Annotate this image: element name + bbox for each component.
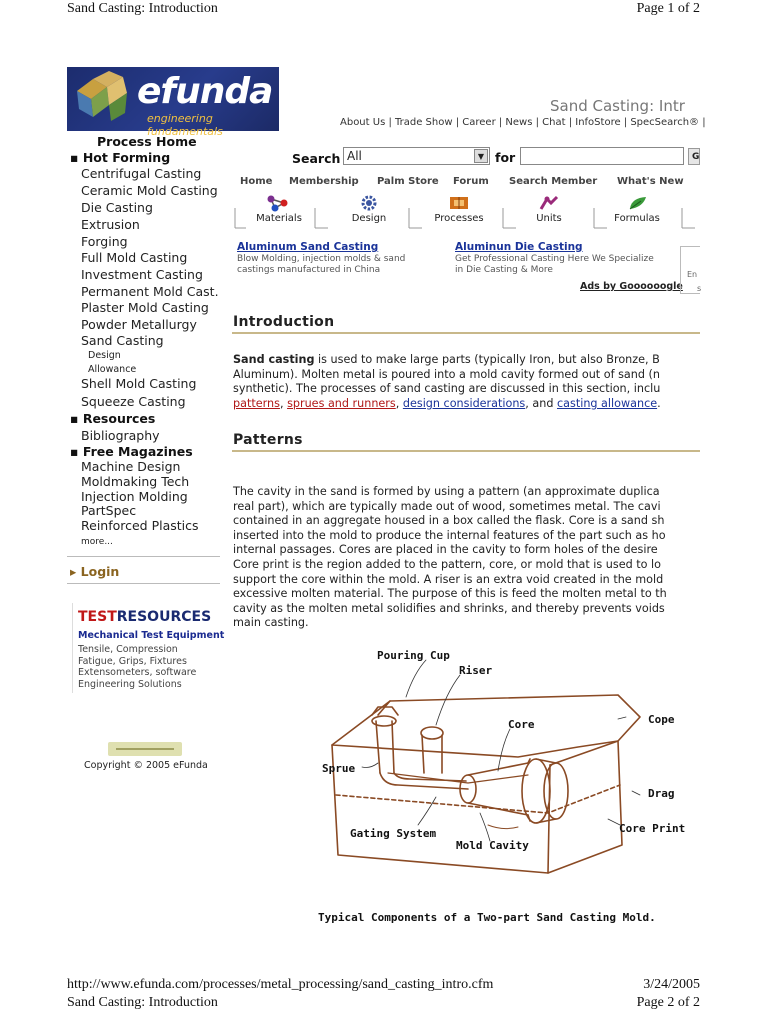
sidebar-item-sand-casting[interactable]: Sand Casting [81,333,164,348]
resources-heading[interactable]: ▪ Resources [70,411,156,426]
label-cope: Cope [648,713,675,726]
label-core-print: Core Print [619,822,686,835]
resources-label: Resources [82,411,156,426]
page-title: Sand Casting: Intr [550,97,685,115]
sidebar-item[interactable]: Extrusion [81,217,140,232]
sidebar-item[interactable]: Die Casting [81,200,153,215]
figure-caption: Typical Components of a Two-part Sand Casting Mold. [318,911,656,924]
ad-desc-2 [455,254,654,276]
free-magazines-heading[interactable]: ▪ Free Magazines [70,444,193,459]
print-footer-date: 3/24/2005 [643,977,700,992]
processes-label[interactable]: Processes [434,213,484,224]
print-header-title: Sand Casting: Introduction [67,1,218,16]
ad-desc-1 [237,254,405,276]
logo-tagline: engineering fundamentals [147,112,223,138]
sidebar-divider [67,583,220,584]
materials-label[interactable]: Materials [256,213,302,224]
magazine-item[interactable]: Reinforced Plastics [81,518,199,533]
casting-allowance-link[interactable]: casting allowance [556,396,658,410]
print-footer-url: http://www.efunda.com/processes/metal_processing/sand_casting_intro.cfm [67,977,494,992]
patterns-paragraph: The cavity in the sand is formed by using a pattern (an approximate duplica real part), which are typically made out of wood, sometimes metal. The cavi contained in an aggregate housed in a box called the flask. Core is a sand sh inserted into the mold to produce the internal features of the part such as ho internal passages. Cores are placed in the cavity to form holes of the desire Core print is the region added to the pattern, core, or mold that is used to lo support the core within the mold. A riser is an extra void created in the mold excessive molten material. The purpose of this is feed the molten metal to th cavity as the molten metal solidifies and shrinks, and thereby prevents voids main casting. [233,485,667,630]
copyright: Copyright © 2005 eFunda [84,760,208,771]
testresources-line: Tensile, Compression [78,644,178,655]
ad-desc-line: in Die Casting & More [455,265,553,275]
login-link[interactable]: ▸ Login [70,564,120,579]
testresources-line: Fatigue, Grips, Fixtures [78,655,187,667]
ad-title-1[interactable]: Aluminum Sand Casting [237,241,379,253]
ad-desc-line: Get Professional Casting Here We Specialize [455,254,654,264]
icon-bar [232,192,700,228]
print-header-page: Page 1 of 2 [636,1,700,16]
sidebar-item[interactable]: Permanent Mold Cast. [81,284,219,299]
magazine-item[interactable]: Injection Molding [81,489,188,504]
sidebar-item[interactable]: Investment Casting [81,267,203,282]
testresources-line: Extensometers, software [78,667,197,678]
testresources-lines [78,644,196,690]
chevron-down-icon: ▼ [474,149,488,163]
label-pouring-cup: Pouring Cup [377,649,450,662]
testresources-line: Engineering Solutions [78,678,182,690]
units-label[interactable]: Units [536,213,562,224]
ad-desc-line: Blow Molding, injection molds & sand [237,254,406,264]
side-ad-text: En [687,270,698,279]
introduction-heading: Introduction [233,314,335,330]
nav-whats-new[interactable]: What's New [617,176,684,187]
print-footer-page: Page 2 of 2 [636,995,700,1010]
label-riser: Riser [459,664,493,677]
process-home-link[interactable]: Process Home [97,134,197,149]
units-icon[interactable] [538,194,560,212]
print-footer-title: Sand Casting: Introduction [67,995,218,1010]
formulas-leaf-icon[interactable] [627,194,649,212]
nav-search-member[interactable]: Search Member [509,176,598,187]
materials-icon[interactable] [266,194,290,212]
nav-membership[interactable]: Membership [289,176,359,187]
label-drag: Drag [648,787,675,800]
section-rule [232,332,700,334]
more-magazines-link[interactable]: more... [81,537,113,547]
logo-wordmark: efunda [137,71,273,112]
label-mold-cavity: Mold Cavity [456,839,529,852]
search-category-value: All [347,149,362,163]
search-go-button[interactable]: G [688,148,700,165]
free-magazines-label: Free Magazines [82,444,193,459]
design-considerations-link[interactable]: design considerations [402,396,526,410]
ad-title-2[interactable]: Aluminun Die Casting [455,241,583,253]
sidebar-item[interactable]: Plaster Mold Casting [81,300,209,315]
processes-icon[interactable] [448,194,470,212]
design-gear-icon[interactable] [360,194,378,212]
introduction-paragraph: Sand casting is used to make large parts (typically Iron, but also Bronze, B Aluminum). Molten metal is poured into a mold cavity formed out of sand (n synthetic). The processes of sand casting are discussed in this section, inclu patterns, sprues and runners, design considerations, and casting allowance. [233,353,661,410]
testresources-ad[interactable] [72,603,225,693]
sidebar-item[interactable]: Squeeze Casting [81,394,186,409]
formulas-label[interactable]: Formulas [614,213,660,224]
patterns-link[interactable]: patterns [233,396,280,410]
bibliography-link[interactable]: Bibliography [81,428,160,443]
magazine-item[interactable]: Machine Design [81,459,181,474]
testresources-logo: TESTRESOURCES [78,609,212,625]
side-ad-box[interactable] [680,246,700,294]
sidebar-item[interactable]: Shell Mold Casting [81,376,197,391]
patterns-heading: Patterns [233,432,303,448]
hot-forming-heading[interactable]: ▪ Hot Forming [70,150,171,165]
hot-forming-label: Hot Forming [82,150,171,165]
ad-desc-line: castings manufactured in China [237,265,381,275]
section-rule [232,450,700,452]
magazine-item[interactable]: PartSpec [81,503,137,518]
ornament-divider [108,742,182,756]
search-input[interactable] [520,147,684,165]
nav-forum[interactable]: Forum [453,176,489,187]
for-label: for [495,150,516,165]
sand-casting-term: Sand casting [233,353,315,366]
label-core: Core [508,718,535,731]
design-label[interactable]: Design [351,213,387,224]
login-label: Login [80,564,120,579]
sand-casting-mold-diagram [318,645,708,910]
sidebar-subitem-allowance[interactable]: Allowance [88,364,137,375]
nav-palm-store[interactable]: Palm Store [377,176,439,187]
sidebar-subitem-design[interactable]: Design [88,350,121,361]
sidebar-item[interactable]: Centrifugal Casting [81,166,202,181]
top-links[interactable]: About Us | Trade Show | Career | News | Chat | InfoStore | SpecSearch® | [340,117,706,128]
testresources-subtitle: Mechanical Test Equipment [78,630,225,641]
ads-by-google-link[interactable]: Ads by Goooooogle [580,281,683,292]
search-label: Search [292,151,341,166]
sidebar-divider [67,556,220,557]
sprues-runners-link[interactable]: sprues and runners [287,396,396,410]
search-category-select[interactable] [343,147,490,165]
sidebar-item[interactable]: Full Mold Casting [81,250,188,265]
side-ad-text: s [697,284,702,293]
sidebar-item[interactable]: Powder Metallurgy [81,317,197,332]
label-gating-system: Gating System [350,827,437,840]
sidebar-item[interactable]: Ceramic Mold Casting [81,183,218,198]
sidebar-item[interactable]: Forging [81,234,128,249]
label-sprue: Sprue [322,762,356,775]
nav-home[interactable]: Home [240,176,273,187]
efunda-logo[interactable] [67,67,279,138]
logo-cube-icon [71,71,135,127]
magazine-item[interactable]: Moldmaking Tech [81,474,190,489]
